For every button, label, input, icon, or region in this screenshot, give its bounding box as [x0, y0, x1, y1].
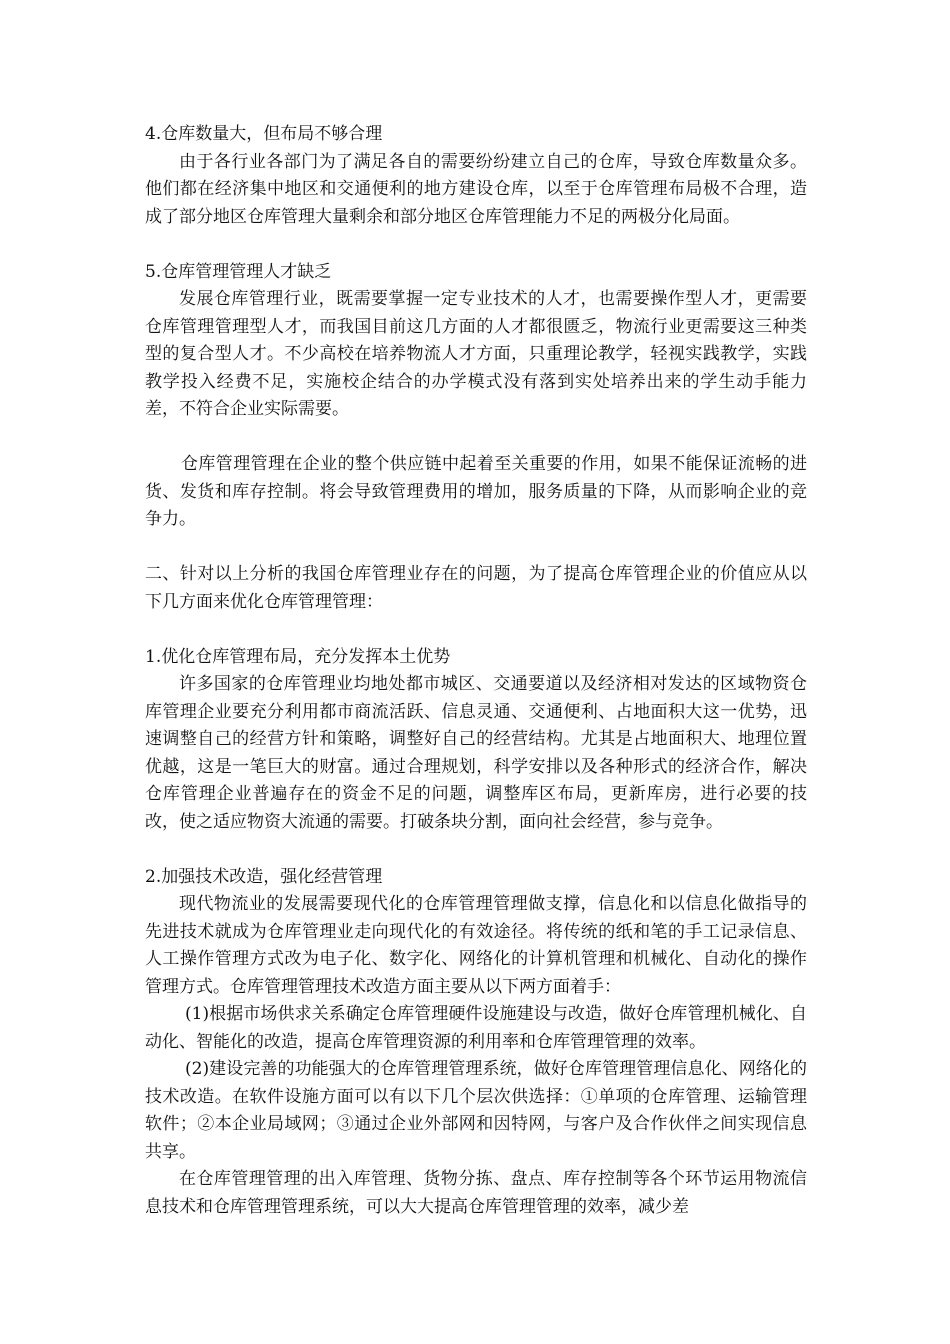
section-5-title: 5.仓库管理管理人才缺乏: [145, 261, 332, 282]
point-2-paragraph-2: 在仓库管理管理的出入库管理、货物分拣、盘点、库存控制等各个环节运用物流信息技术和仓库管理管理系统，可以大大提高仓库管理管理的效率，减少差: [145, 1169, 807, 1217]
point-2-paragraph: 现代物流业的发展需要现代化的仓库管理管理做支撑，信息化和以信息化做指导的先进技术就成为仓库管理业走向现代化的有效途径。将传统的纸和笔的手工记录信息、人工操作管理方式改为电子化、数字化、网络化的计算机管理和机械化、自动化的操作管理方式。仓库管理管理技术改造方面主要从以下两方面着手：: [145, 894, 807, 997]
spacer: [145, 616, 807, 644]
point-2-title: 2.加强技术改造，强化经营管理: [145, 866, 383, 887]
section-4-title: 4.仓库数量大，但布局不够合理: [145, 124, 383, 144]
spacer: [145, 231, 807, 259]
spacer: [145, 836, 807, 864]
section-5-paragraph: 发展仓库管理行业，既需要掌握一定专业技术的人才，也需要操作型人才，更需要仓库管理管理型人才，而我国目前这几方面的人才都很匮乏，物流行业更需要这三种类型的复合型人才。不少高校在培养物流人才方面，只重理论教学，轻视实践教学，实践教学投入经费不足，实施校企结合的办学模式没有落到实处培养出来的学生动手能力差，不符合企业实际需要。: [145, 289, 807, 419]
point-2-item-2: (2)建设完善的功能强大的仓库管理管理系统，做好仓库管理管理信息化、网络化的技术改造。在软件设施方面可以有以下几个层次供选择：①单项的仓库管理、运输管理软件；②本企业局域网；③通过企业外部网和因特网，与客户及合作伙伴之间实现信息共享。: [145, 1059, 807, 1162]
spacer: [145, 534, 807, 562]
part-2-intro: 二、针对以上分析的我国仓库管理业存在的问题，为了提高仓库管理企业的价值应从以下几方面来优化仓库管理管理：: [145, 564, 807, 612]
section-4-paragraph: 由于各行业各部门为了满足各自的需要纷纷建立自己的仓库，导致仓库数量众多。他们都在经济集中地区和交通便利的地方建设仓库，以至于仓库管理布局极不合理，造成了部分地区仓库管理大量剩余和部分地区仓库管理能力不足的两极分化局面。: [145, 151, 807, 227]
document-page: [145, 121, 807, 1221]
spacer: [145, 424, 807, 452]
point-1-title: 1.优化仓库管理布局，充分发挥本土优势: [145, 646, 451, 667]
point-1-paragraph: 许多国家的仓库管理业均地处都市城区、交通要道以及经济相对发达的区域物资仓库管理企业要充分利用都市商流活跃、信息灵通、交通便利、占地面积大这一优势，迅速调整自己的经营方针和策略，调整好自己的经营结构。尤其是占地面积大、地理位置优越，这是一笔巨大的财富。通过合理规划，科学安排以及各种形式的经济合作，解决仓库管理企业普遍存在的资金不足的问题，调整库区布局，更新库房，进行必要的技改，使之适应物资大流通的需要。打破条块分割，面向社会经营，参与竞争。: [145, 674, 807, 832]
point-2-item-1: (1)根据市场供求关系确定仓库管理硬件设施建设与改造，做好仓库管理机械化、自动化、智能化的改造，提高仓库管理资源的利用率和仓库管理管理的效率。: [145, 1004, 807, 1052]
summary-paragraph: 仓库管理管理在企业的整个供应链中起着至关重要的作用，如果不能保证流畅的进货、发货和库存控制。将会导致管理费用的增加，服务质量的下降，从而影响企业的竞争力。: [145, 454, 807, 529]
